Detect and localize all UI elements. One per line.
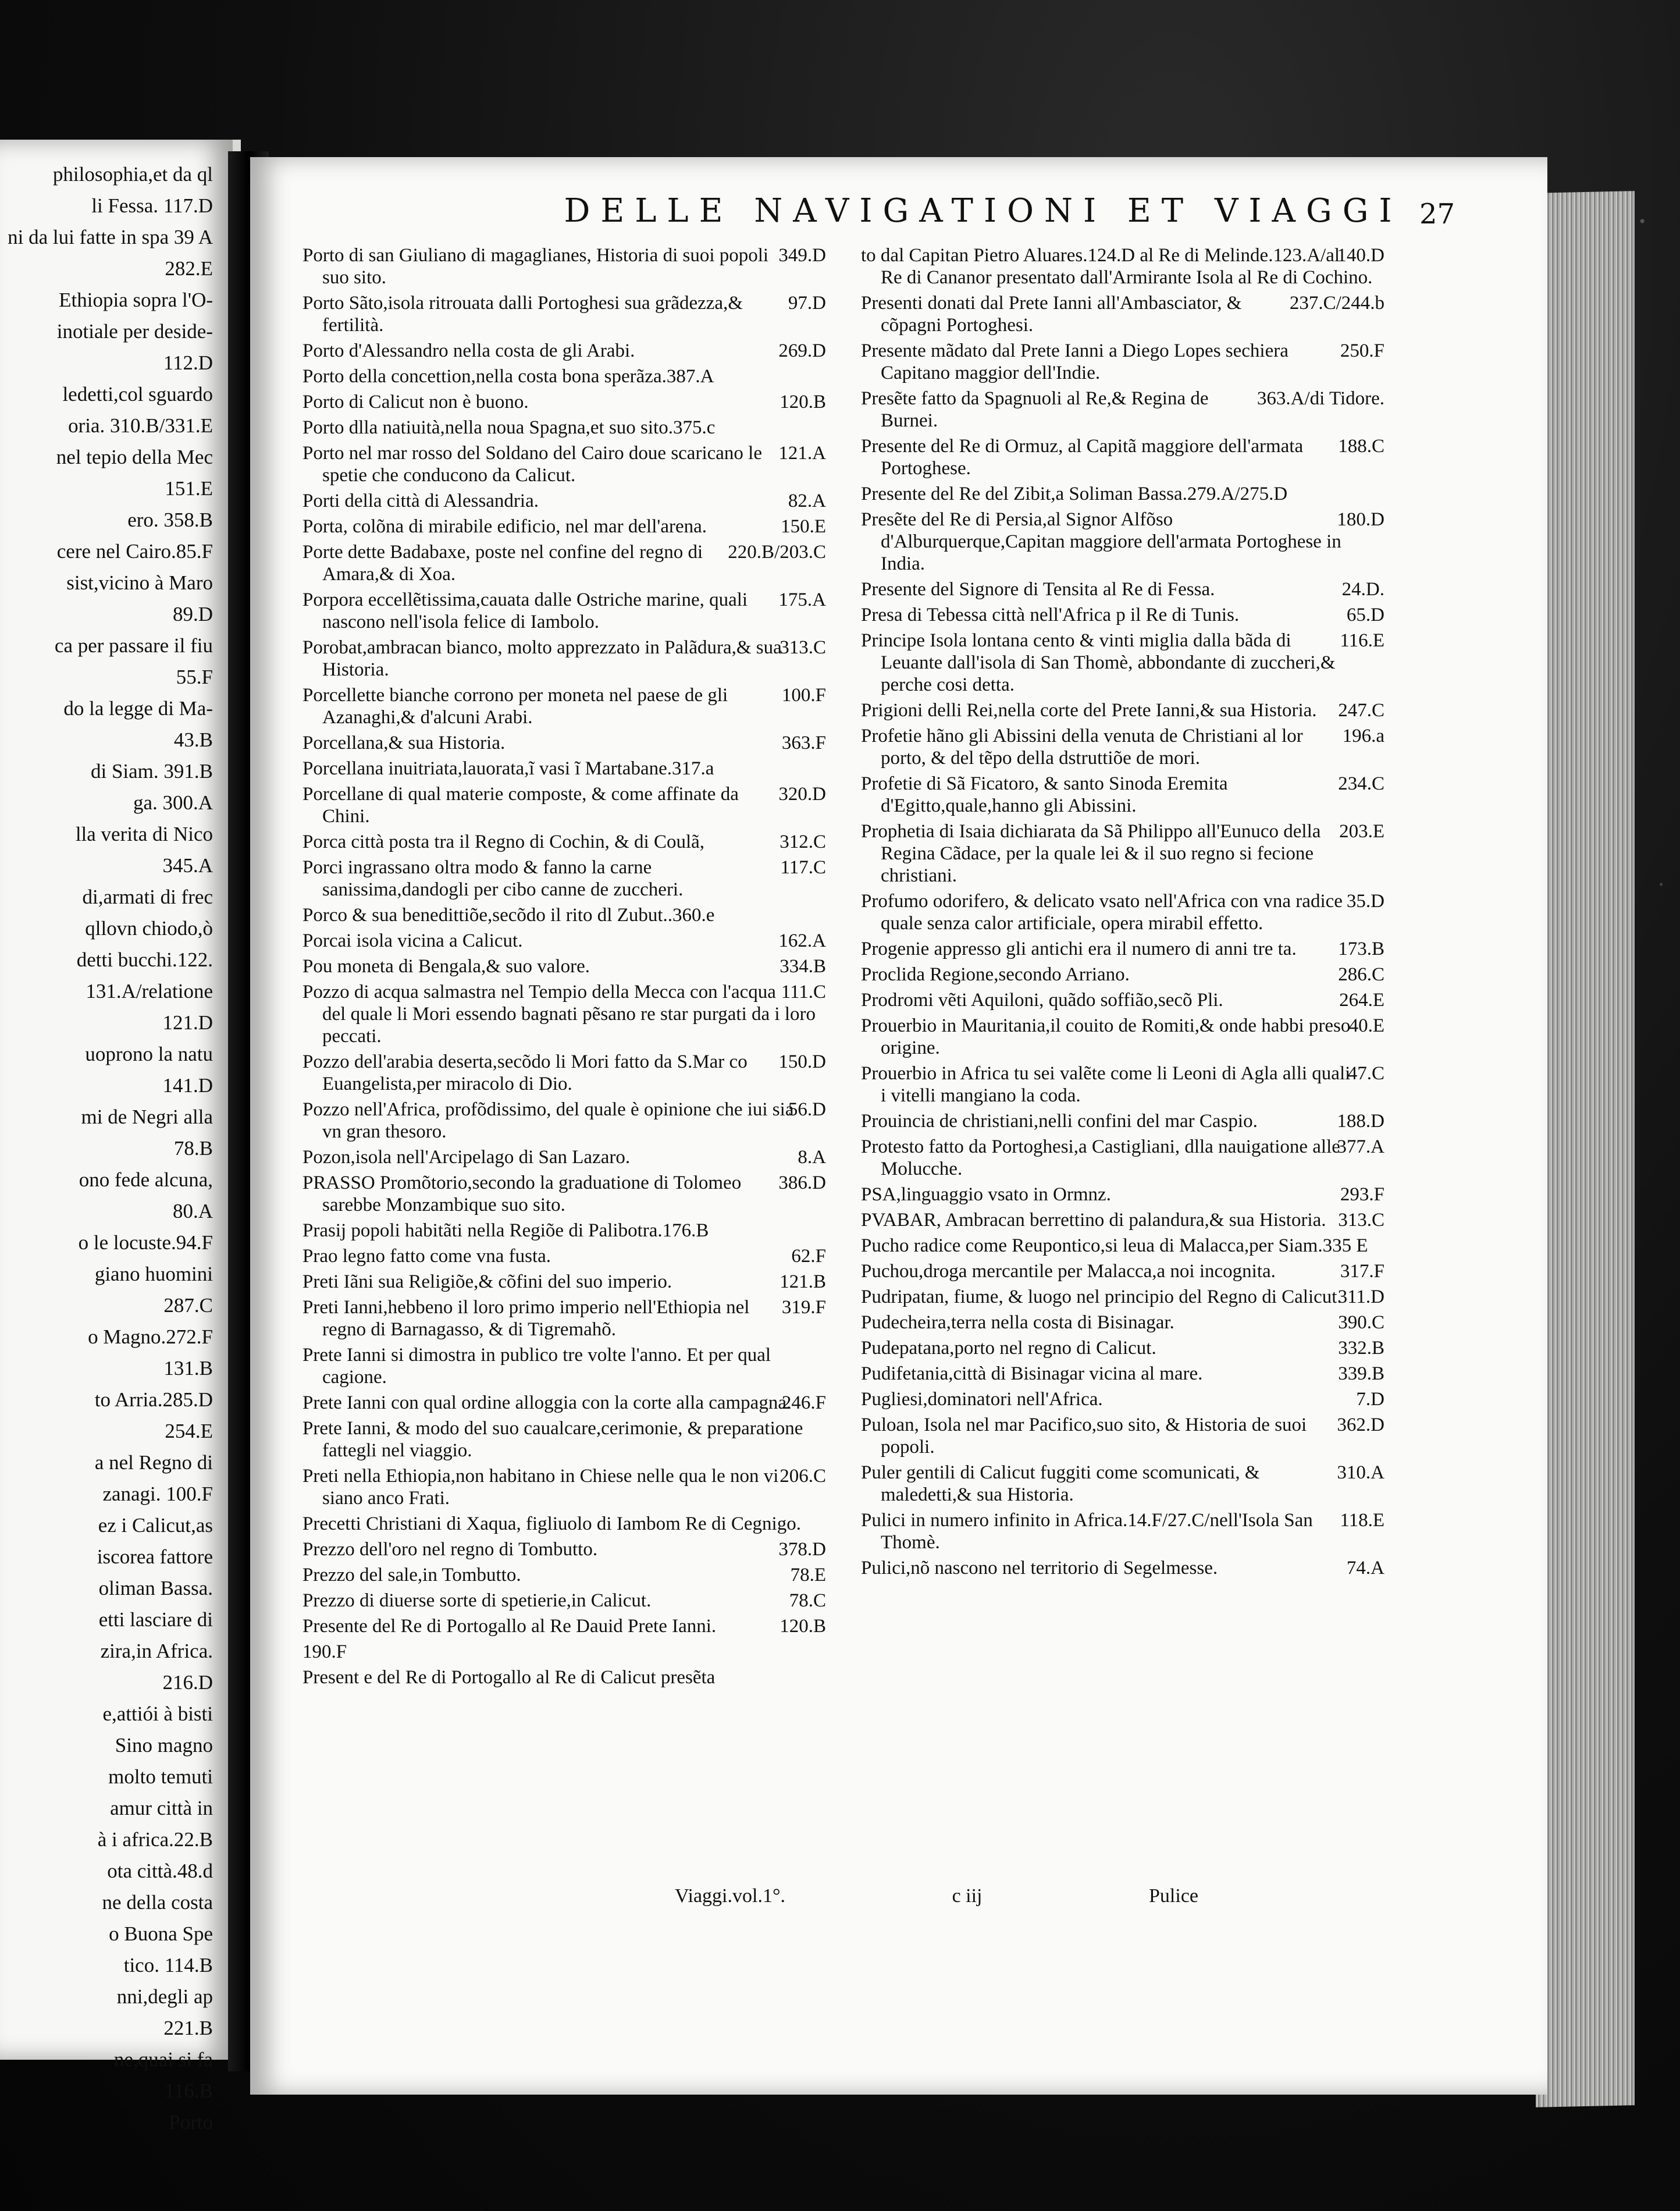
index-entry-reference: 121.B (780, 1271, 826, 1292)
index-entry-text: Profetie hãno gli Abissini della venuta de Christiani al lor porto, & del tẽpo della dstruttiõe de mori. (861, 726, 1303, 769)
index-entry (861, 340, 1384, 384)
left-page-line: cere nel Cairo.85.F (56, 540, 213, 563)
index-entry-text: Prezzo di diuerse sorte di spetierie,in Calicut. (302, 1590, 652, 1611)
index-entry-reference: 24.D. (1341, 579, 1384, 600)
index-entry (302, 1245, 826, 1267)
left-page-line: Ethiopia sopra l'O- (59, 289, 213, 311)
left-page-line: 131.A/relatione (86, 980, 213, 1003)
index-entry-text: Preti Ianni,hebbeno il loro primo imperio nell'Ethiopia nel regno di Barnagasso, & di Tigremahõ. (302, 1297, 750, 1340)
index-entry (861, 292, 1384, 336)
index-entry-text: Pudepatana,porto nel regno di Calicut. (861, 1338, 1156, 1359)
index-entry (861, 820, 1384, 887)
index-entry-text: Prouincia de christiani,nelli confini del mar Caspio. (861, 1111, 1258, 1132)
index-entry-reference: 180.D (1337, 509, 1384, 530)
left-page-line: 216.D (162, 1671, 213, 1694)
index-entry-text: Prodromi vẽti Aquiloni, quãdo soffião,secõ Pli. (861, 990, 1223, 1011)
index-entry (861, 1235, 1384, 1257)
index-entry-text: Pudecheira,terra nella costa di Bisinagar. (861, 1312, 1174, 1333)
left-page-line: tico. 114.B (123, 1954, 213, 1977)
index-entry-text: Porpora eccellẽtissima,cauata dalle Ostriche marine, quali nascono nell'isola felice di Iambolo. (302, 589, 748, 632)
left-page-line: oria. 310.B/331.E (68, 414, 213, 437)
index-entry-text: Prezzo dell'oro nel regno di Tombutto. (302, 1539, 598, 1560)
index-entry-text: Porci ingrassano oltra modo & fanno la carne sanissima,dandogli per cibo canne de zuccheri. (302, 857, 684, 900)
index-entry (302, 1641, 826, 1663)
index-entry-reference: 246.F (781, 1392, 826, 1413)
index-entry-text: PVABAR, Ambracan berrettino di palandura,& sua Historia. (861, 1210, 1326, 1231)
left-page-line: to Arria.285.D (94, 1388, 213, 1411)
index-entry (302, 758, 826, 780)
index-entry-text: Porcellette bianche corrono per moneta nel paese de gli Azanaghi,& d'alcuni Arabi. (302, 685, 728, 728)
left-page-line: ga. 300.A (133, 791, 213, 814)
index-entry-text: Porto nel mar rosso del Soldano del Cairo doue scaricano le spetie che conducono da Calicut. (302, 443, 762, 486)
running-head: DELLE NAVIGATIONI ET VIAGGI (564, 192, 1403, 230)
index-entry (302, 1513, 826, 1535)
index-entry-text: Profumo odorifero, & delicato vsato nell'Africa con vna radice quale senza calor artificiale, opera mirabil effetto. (861, 891, 1343, 934)
index-entry-text: Pudripatan, fiume, & luogo nel principio del Regno di Calicut. (861, 1286, 1342, 1307)
left-page-line: Sino magno (115, 1734, 213, 1757)
index-entry-reference: 363.F (781, 733, 826, 753)
left-page-line: di Siam. 391.B (90, 760, 213, 783)
left-page-line: nel tepio della Mec (56, 446, 213, 468)
left-page-line: zanagi. 100.F (102, 1483, 213, 1505)
index-entry (302, 1172, 826, 1216)
index-entry-reference: 100.F (781, 685, 826, 706)
left-page-line: inotiale per deside- (56, 320, 213, 343)
index-entry-reference: 111.C (781, 982, 826, 1003)
left-page-line: ono fede alcuna, (79, 1168, 213, 1191)
left-page-line: 282.E (165, 257, 213, 280)
index-entry-text: Porco & sua benedittiõe,secõdo il rito dl Zubut..360.e (302, 905, 715, 926)
index-entry (302, 1564, 826, 1586)
left-page-line: 116.B (164, 2080, 213, 2102)
index-entry-text: Porto dlla natiuità,nella noua Spagna,et suo sito.375.c (302, 417, 716, 438)
index-entry-reference: 237.C/244.b (1289, 293, 1384, 314)
left-page-line: a nel Regno di (94, 1451, 213, 1474)
index-entry-text: Prigioni delli Rei,nella corte del Prete Ianni,& sua Historia. (861, 700, 1317, 721)
index-entry-text: Puchou,droga mercantile per Malacca,a noi incognita. (861, 1261, 1276, 1282)
index-entry (861, 1286, 1384, 1308)
index-entry (302, 1099, 826, 1143)
index-entry-text: Prophetia di Isaia dichiarata da Sã Philippo all'Eunuco della Regina Cãdace, per la quale lei & il suo regno si fecione christiani. (861, 821, 1321, 886)
index-entry-text: Porcellane di qual materie composte, & come affinate da Chini. (302, 784, 739, 827)
left-page-line: Porto (169, 2111, 213, 2134)
index-entry-text: Preti Iãni sua Religiõe,& cõfini del suo imperio. (302, 1271, 672, 1292)
index-entry-text: Preti nella Ethiopia,non habitano in Chiese nelle qua le non vi siano anco Frati. (302, 1466, 779, 1509)
left-page-line: do la legge di Ma- (63, 697, 213, 720)
left-page-line: 55.F (176, 666, 213, 688)
left-page-line: molto temuti (108, 1765, 213, 1788)
index-entry (861, 1311, 1384, 1334)
index-entry (302, 1538, 826, 1561)
index-entry (302, 292, 826, 336)
index-entry-reference: 47.C (1347, 1063, 1384, 1084)
index-entry-reference: 175.A (778, 589, 826, 610)
index-entry (302, 1666, 826, 1689)
index-entry (302, 831, 826, 853)
index-entry-reference: 362.D (1337, 1414, 1384, 1435)
index-entry-text: Prasij popoli habitãti nella Regiõe di Palibotra.176.B (302, 1220, 709, 1241)
index-entry-reference: 220.B/203.C (728, 542, 826, 563)
left-page-line: 78.B (173, 1137, 213, 1160)
left-page-line: ota città.48.d (107, 1860, 213, 1882)
index-entry-reference: 203.E (1339, 821, 1384, 842)
index-entry-reference: 349.D (778, 245, 826, 266)
index-entry-reference: 250.F (1340, 340, 1384, 361)
index-entry-text: Pozzo dell'arabia deserta,secõdo li Mori fatto da S.Mar co Euangelista,per miracolo di Dio. (302, 1051, 748, 1094)
index-entry-reference: 8.A (798, 1147, 826, 1168)
index-entry (302, 930, 826, 952)
index-entry-text: Porta, colõna di mirabile edificio, nel mar dell'arena. (302, 516, 707, 537)
left-page-line: o le locuste.94.F (78, 1231, 213, 1254)
index-entry-reference: 320.D (778, 784, 826, 805)
index-entry-text: Prezzo del sale,in Tombutto. (302, 1565, 521, 1586)
index-entry-text: Porobat,ambracan bianco, molto apprezzato in Palãdura,& sua Historia. (302, 637, 782, 680)
index-entry-text: Progenie appresso gli antichi era il numero di anni tre ta. (861, 939, 1297, 959)
index-entry-reference: 247.C (1338, 700, 1384, 721)
index-entry-reference: 313.C (1338, 1210, 1384, 1231)
index-entry-reference: 386.D (778, 1172, 826, 1193)
index-entry-text: Prao legno fatto come vna fusta. (302, 1246, 551, 1267)
index-entry (861, 699, 1384, 721)
left-page-line: giano huomini (94, 1263, 213, 1285)
index-entry-text: Prouerbio in Africa tu sei valẽte come li Leoni di Agla alli quali i vitelli mangiano la coda. (861, 1063, 1351, 1106)
index-entry (861, 1015, 1384, 1059)
left-page-line: ne,quai si fa (113, 2048, 213, 2071)
index-entry (302, 955, 826, 977)
index-entry-reference: 313.C (780, 637, 826, 658)
index-entry (861, 630, 1384, 696)
left-page-line: ni da lui fatte in spa 39 A (8, 226, 213, 248)
index-entry-reference: 120.B (780, 392, 826, 413)
index-entry (302, 904, 826, 926)
index-entry (861, 890, 1384, 934)
index-entry-reference: 286.C (1338, 964, 1384, 985)
index-entry (302, 340, 826, 362)
left-page-line: 287.C (163, 1294, 213, 1317)
left-page-line: ero. 358.B (127, 509, 213, 531)
index-entry (861, 725, 1384, 769)
index-entry-text: Porcai isola vicina a Calicut. (302, 930, 523, 951)
index-entry-text: Porto di san Giuliano di magaglianes, Historia di suoi popoli suo sito. (302, 245, 769, 288)
index-entry-reference: 319.F (781, 1297, 826, 1318)
footer-catchword: Pulice (1149, 1885, 1198, 1907)
index-entry (861, 938, 1384, 960)
index-entry-reference: 293.F (1340, 1184, 1384, 1205)
left-page-line: oliman Bassa. (98, 1577, 213, 1599)
left-page-line: ledetti,col sguardo (62, 383, 213, 406)
left-page-line: ca per passare il fiu (54, 634, 213, 657)
index-entry (861, 1509, 1384, 1554)
left-page-line: sist,vicino à Maro (66, 571, 213, 594)
page-edges (1536, 191, 1635, 2107)
index-entry (302, 1465, 826, 1509)
index-entry-text: Prete Ianni, & modo del suo caualcare,cerimonie, & preparatione fattegli nel viaggio. (302, 1418, 803, 1461)
index-entry-reference: 117.C (780, 857, 826, 878)
left-page-line: detti bucchi.122. (76, 948, 213, 971)
left-page-line: o Magno.272.F (88, 1325, 213, 1348)
index-entry (302, 365, 826, 388)
index-entry-reference: 269.D (778, 340, 826, 361)
index-entry (302, 1590, 826, 1612)
index-entry-reference: 116.E (1340, 630, 1384, 651)
index-entry-text: Presente del Re di Portogallo al Re Dauid Prete Ianni. (302, 1616, 717, 1637)
left-page-line: 221.B (163, 2017, 213, 2039)
index-entry (302, 516, 826, 538)
index-entry-reference: 7.D (1356, 1389, 1384, 1410)
index-entry-text: Porti della città di Alessandria. (302, 490, 539, 511)
index-entry (302, 637, 826, 681)
left-page-line: 345.A (162, 854, 213, 877)
index-entry-text: Pozon,isola nell'Arcipelago di San Lazaro. (302, 1147, 631, 1168)
index-entry (861, 1414, 1384, 1458)
index-entry-text: Presente del Signore di Tensita al Re di Fessa. (861, 579, 1215, 600)
index-entry-text: Pulici in numero infinito in Africa.14.F/27.C/nell'Isola San Thomè. (861, 1510, 1313, 1553)
index-entry-text: Pulici,nõ nascono nel territorio di Segelmesse. (861, 1558, 1218, 1579)
index-entry-text: Pudifetania,città di Bisinagar vicina al mare. (861, 1363, 1203, 1384)
index-entry (302, 1220, 826, 1242)
index-entry-reference: 334.B (780, 956, 826, 977)
index-entry-text: Porto di Calicut non è buono. (302, 392, 529, 413)
index-entry-reference: 173.B (1338, 939, 1384, 959)
index-entry-reference: 97.D (788, 293, 826, 314)
left-page-line: nni,degli ap (116, 1985, 213, 2008)
page-footer (675, 1885, 1198, 1907)
index-entry-reference: 150.D (778, 1051, 826, 1072)
index-entry-text: Presẽte fatto da Spagnuoli al Re,& Regina de Burnei. (861, 388, 1209, 431)
index-entry-reference: 78.C (789, 1590, 826, 1611)
index-entry (302, 1296, 826, 1341)
index-entry (302, 1146, 826, 1168)
footer-signature: Viaggi.vol.1°. (675, 1885, 786, 1907)
left-page-line: 80.A (172, 1200, 213, 1222)
index-entry-text: Puler gentili di Calicut fuggiti come scomunicati, & maledetti,& sua Historia. (861, 1462, 1260, 1505)
index-entry-text: Pou moneta di Bengala,& suo valore. (302, 956, 590, 977)
index-entry (302, 684, 826, 728)
index-entry (861, 1260, 1384, 1282)
index-entry-reference: 82.A (788, 490, 826, 511)
left-page-line: etti lasciare di (98, 1608, 213, 1631)
index-entry (302, 417, 826, 439)
index-entry-reference: 65.D (1346, 605, 1384, 625)
left-page-line: di,armati di frec (82, 886, 213, 908)
left-page-line: 151.E (165, 477, 213, 500)
index-entry-reference: 378.D (778, 1539, 826, 1560)
index-entry (861, 388, 1384, 432)
index-entry-reference: 264.E (1339, 990, 1384, 1011)
index-entry (861, 509, 1384, 575)
index-entry-text: Presẽte del Re di Persia,al Signor Alfõso d'Alburquerque,Capitan maggiore dell'armata Portoghese in India. (861, 509, 1341, 574)
index-entry-text: Presa di Tebessa città nell'Africa p il Re di Tunis. (861, 605, 1240, 625)
footer-gathering: c iij (952, 1885, 983, 1907)
index-entry (302, 1344, 826, 1388)
left-page-line: e,attiói à bisti (102, 1702, 213, 1725)
index-entry-reference: 118.E (1340, 1510, 1384, 1531)
index-entry-text: Principe Isola lontana cento & vinti miglia dalla bãda di Leuante dall'isola di San Thomè, abbondante di zuccheri,& perche cosi detta. (861, 630, 1336, 695)
index-column-left (302, 244, 826, 1692)
left-page-line: 121.D (162, 1011, 213, 1034)
index-entry-reference: 74.A (1346, 1558, 1384, 1579)
index-entry-text: Prete Ianni si dimostra in publico tre volte l'anno. Et per qual cagione. (302, 1345, 771, 1388)
index-entry (302, 490, 826, 512)
index-entry-text: Puloan, Isola nel mar Pacifico,suo sito, & Historia de suoi popoli. (861, 1414, 1307, 1458)
index-entry-text: Porca città posta tra il Regno di Cochin, & di Coulã, (302, 831, 705, 852)
left-page-line: 89.D (172, 603, 213, 625)
index-entry-reference: 317.F (1340, 1261, 1384, 1282)
left-page-line: philosophia,et da ql (52, 163, 213, 186)
index-entry (302, 442, 826, 486)
index-entry-reference: 234.C (1338, 773, 1384, 794)
index-entry (302, 1392, 826, 1414)
index-entry (861, 1183, 1384, 1206)
left-page-line: amur città in (110, 1797, 213, 1819)
left-page (0, 140, 241, 2134)
index-entry (861, 1209, 1384, 1231)
index-entry (302, 541, 826, 585)
index-entry-text: Presente del Re del Zibit,a Soliman Bassa.279.A/275.D (861, 484, 1288, 504)
index-entry (861, 1557, 1384, 1579)
index-entry (861, 1110, 1384, 1132)
index-entry-reference: 40.E (1348, 1015, 1384, 1036)
left-page-line: 112.D (163, 351, 213, 374)
left-page-line: 141.D (162, 1074, 213, 1097)
index-entry-text: Prouerbio in Mauritania,il couito de Romiti,& onde habbi preso origine. (861, 1015, 1351, 1058)
index-entry-reference: 390.C (1338, 1312, 1384, 1333)
index-entry-text: Porto d'Alessandro nella costa de gli Arabi. (302, 340, 635, 361)
index-entry (861, 435, 1384, 479)
index-entry (302, 1051, 826, 1095)
left-page-line: uoprono la natu (85, 1043, 213, 1065)
left-page-line: 43.B (173, 728, 213, 751)
index-entry-reference: 377.A (1337, 1136, 1384, 1157)
index-entry-reference: 162.A (778, 930, 826, 951)
index-entry-text: PRASSO Promõtorio,secondo la graduatione di Tolomeo sarebbe Monzambique suo sito. (302, 1172, 742, 1215)
index-entry-reference: 78.E (790, 1565, 826, 1586)
index-entry-reference: 150.E (781, 516, 826, 537)
index-entry-reference: 196.a (1342, 726, 1384, 747)
left-page-line: zira,in Africa. (100, 1640, 213, 1662)
index-entry-reference: 311.D (1337, 1286, 1384, 1307)
index-entry (302, 589, 826, 633)
index-entry-reference: 188.D (1337, 1111, 1384, 1132)
index-entry-text: Presenti donati dal Prete Ianni all'Ambasciator, & cõpagni Portoghesi. (861, 293, 1242, 336)
index-entry-text: Present e del Re di Portogallo al Re di Calicut presẽta (302, 1667, 716, 1688)
index-entry-text: Presente mãdato dal Prete Ianni a Diego Lopes sechiera Capitano maggior dell'Indie. (861, 340, 1289, 383)
index-entry-text: Prete Ianni con qual ordine alloggia con la corte alla campagna. (302, 1392, 792, 1413)
left-page-line: à i africa.22.B (97, 1828, 213, 1851)
index-entry-text: Profetie di Sã Ficatoro, & santo Sinoda Eremita d'Egitto,quale,hanno gli Abissini. (861, 773, 1228, 816)
index-entry-text: Pozzo di acqua salmastra nel Tempio della Mecca con l'acqua del quale li Mori essendo bagnati pẽsano re star purgati da i loro peccati. (302, 982, 816, 1047)
index-entry-text: Porte dette Badabaxe, poste nel confine del regno di Amara,& di Xoa. (302, 542, 703, 585)
index-entry-reference: 332.B (1338, 1338, 1384, 1359)
index-entry-text: Porto Sãto,isola ritrouata dalli Portoghesi sua grãdezza,& fertilità. (302, 293, 743, 336)
index-entry-text: Protesto fatto da Portoghesi,a Castigliani, dlla nauigatione alle Molucche. (861, 1136, 1340, 1179)
index-entry (861, 964, 1384, 986)
index-entry-reference: 121.A (778, 443, 826, 464)
left-page-line: o Buona Spe (109, 1922, 213, 1945)
index-entry (302, 783, 826, 827)
index-entry-text: PSA,linguaggio vsato in Ormnz. (861, 1184, 1111, 1205)
index-entry-reference: 35.D (1346, 891, 1384, 912)
index-entry (861, 578, 1384, 600)
index-entry-text: Porcellana,& sua Historia. (302, 733, 506, 753)
index-entry (302, 391, 826, 413)
left-page-line: 254.E (165, 1420, 213, 1442)
index-entry (861, 773, 1384, 817)
index-entry (302, 732, 826, 754)
index-entry-text: Porcellana inuitriata,lauorata,ĩ vasi ĩ Martabane.317.a (302, 758, 714, 779)
index-entry-text: Proclida Regione,secondo Arriano. (861, 964, 1130, 985)
right-page (250, 157, 1547, 2095)
index-entry-text: Porto della concettion,nella costa bona sperãza.387.A (302, 366, 714, 387)
index-entry-text: Precetti Christiani di Xaqua, figliuolo di Iambom Re di Cegnigo. (302, 1513, 801, 1534)
index-entry-text: to dal Capitan Pietro Aluares.124.D al Re di Melinde.123.A/al Re di Cananor presentato dall'Armirante Isola al Re di Cochino. (861, 245, 1373, 288)
index-entry-reference: 312.C (780, 831, 826, 852)
index-entry (861, 244, 1384, 289)
index-entry-reference: 363.A/di Tidore. (1257, 388, 1384, 409)
left-page-line: lla verita di Nico (75, 823, 213, 845)
index-entry (861, 989, 1384, 1011)
left-page-line: ez i Calicut,as (98, 1514, 213, 1537)
left-page-line: li Fessa. 117.D (91, 194, 213, 217)
index-entry (302, 1417, 826, 1462)
index-entry (861, 483, 1384, 505)
index-entry-text: 190.F (302, 1641, 347, 1662)
index-entry-reference: 62.F (791, 1246, 826, 1267)
index-entry (302, 981, 826, 1047)
index-entry-text: Pucho radice come Reupontico,si leua di Malacca,per Siam.335 E (861, 1235, 1368, 1256)
index-entry-text: Pugliesi,dominatori nell'Africa. (861, 1389, 1103, 1410)
index-entry-reference: 188.C (1338, 436, 1384, 457)
index-entry-reference: 120.B (780, 1616, 826, 1637)
index-entry (302, 1615, 826, 1637)
index-entry-text: Pozzo nell'Africa, profõdissimo, del quale è opinione che iui sia vn gran thesoro. (302, 1099, 794, 1142)
index-entry (861, 1363, 1384, 1385)
index-entry-reference: 206.C (780, 1466, 826, 1487)
index-entry-reference: 140.D (1337, 245, 1384, 266)
index-entry (302, 244, 826, 289)
index-entry-reference: 339.B (1338, 1363, 1384, 1384)
index-entry (861, 1388, 1384, 1410)
index-entry (861, 1337, 1384, 1359)
index-entry (861, 604, 1384, 626)
index-entry-text: Presente del Re di Ormuz, al Capitã maggiore dell'armata Portoghese. (861, 436, 1304, 479)
index-entry (861, 1062, 1384, 1107)
index-column-right (861, 244, 1384, 1583)
page-number: 27 (1419, 198, 1455, 230)
index-entry-reference: 310.A (1337, 1462, 1384, 1483)
index-entry (302, 1271, 826, 1293)
left-page-line: 131.B (163, 1357, 213, 1380)
index-entry-reference: 56.D (788, 1099, 826, 1120)
left-page-line: mi de Negri alla (81, 1106, 213, 1128)
left-page-line: iscorea fattore (97, 1545, 213, 1568)
left-page-line: qllovn chiodo,ò (85, 917, 213, 940)
index-entry (302, 856, 826, 901)
index-entry (861, 1462, 1384, 1506)
index-entry (861, 1136, 1384, 1180)
left-page-line: ne della costa (102, 1891, 213, 1914)
